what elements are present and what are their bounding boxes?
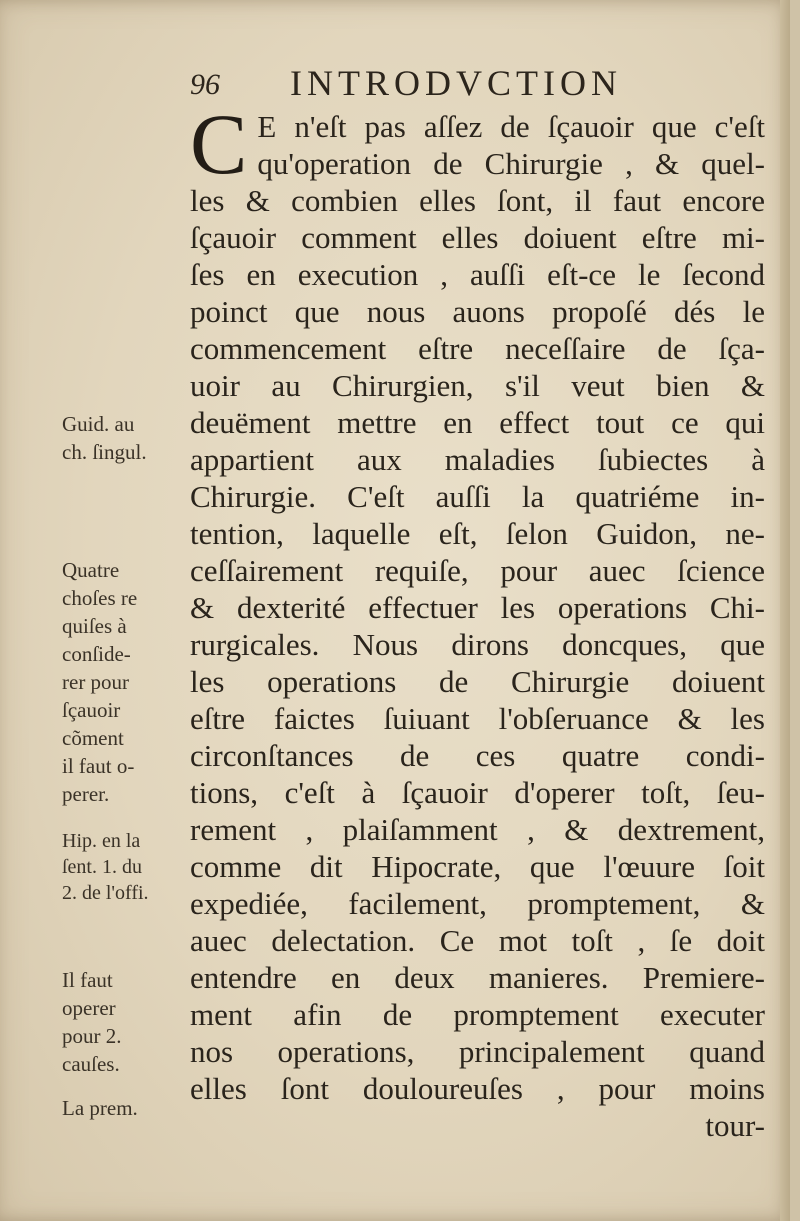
text-line: tention, laquelle eſt, ſelon Guidon, ne- (190, 516, 765, 551)
margin-note-line: quiſes à (62, 614, 127, 638)
margin-note-guidon (62, 410, 184, 466)
text-line: ceſſairement requiſe, pour auec ſcience (190, 553, 765, 588)
margin-note-deux-causes (62, 966, 184, 1078)
page-edge (780, 0, 790, 1221)
margin-note-line: Il faut (62, 968, 113, 992)
margin-note-line: ſent. 1. du (62, 856, 142, 878)
text-line: nos operations, principalement quand (190, 1034, 765, 1069)
text-line: tions, c'eſt à ſçauoir d'operer toſt, ſeu- (190, 775, 765, 810)
text-line: E n'eſt pas aſſez de ſçauoir que c'eſt (257, 109, 765, 144)
margin-note-line: Guid. au (62, 412, 135, 436)
margin-note-quatre-choses (62, 556, 184, 808)
margin-note-line: La prem. (62, 1096, 138, 1120)
text-line: comme dit Hipocrate, que l'œuure ſoit (190, 849, 765, 884)
text-line: circonſtances de ces quatre condi- (190, 738, 765, 773)
margin-note-line: 2. de l'offi. (62, 882, 149, 904)
text-line: elles ſont douloureuſes , pour moins (190, 1071, 765, 1106)
margin-note-line: choſes re (62, 586, 138, 610)
text-line: qu'operation de Chirurgie , & quel- (257, 146, 765, 181)
text-line: expediée, facilement, promptement, & (190, 886, 765, 921)
text-line: entendre en deux manieres. Premiere- (190, 960, 765, 995)
margin-note-line: cauſes. (62, 1052, 120, 1076)
catchword: tour- (705, 1108, 765, 1143)
margin-note-line: rer pour (62, 670, 130, 694)
text-line: appartient aux maladies ſubiectes à (190, 442, 765, 477)
text-line: les operations de Chirurgie doiuent (190, 664, 765, 699)
margin-note-line: operer (62, 996, 116, 1020)
text-line: deuëment mettre en effect tout ce qui (190, 405, 765, 440)
margin-note-line: il faut o- (62, 754, 135, 778)
body-text (190, 96, 765, 1144)
margin-note-hipocrate (62, 828, 184, 906)
page-number: 96 (190, 68, 220, 101)
margin-note-line: cõment (62, 726, 124, 750)
text-line: auec delectation. Ce mot toſt , ſe doit (190, 923, 765, 958)
margin-note-line: ſçauoir (62, 698, 121, 722)
margin-note-line: pour 2. (62, 1024, 122, 1048)
text-line: Chirurgie. C'eſt auſſi la quatriéme in- (190, 479, 765, 514)
margin-note-line: perer. (62, 782, 110, 806)
margin-note-line: Quatre (62, 558, 120, 582)
drop-cap: C (190, 96, 248, 192)
text-line: poinct que nous auons propoſé dés le (190, 294, 765, 329)
margin-note-line: ch. ſingul. (62, 440, 147, 464)
text-line: commencement eſtre neceſſaire de ſça- (190, 331, 765, 366)
text-line: ſes en execution , auſſi eſt-ce le ſecond (190, 257, 765, 292)
page-header (190, 60, 760, 110)
margin-note-line: Hip. en la (62, 830, 141, 852)
margin-note-line: conſide- (62, 642, 131, 666)
text-line: & dexterité effectuer les operations Chi- (190, 590, 765, 625)
text-line: rurgicales. Nous dirons doncques, que (190, 627, 765, 662)
text-line: ment afin de promptement executer (190, 997, 765, 1032)
text-line: eſtre faictes ſuiuant l'obſeruance & les (190, 701, 765, 736)
text-line: rement , plaiſamment , & dextrement, (190, 812, 765, 847)
margin-note-la-prem (62, 1094, 184, 1122)
running-title: INTRODVCTION (290, 63, 622, 103)
text-line: ſçauoir comment elles doiuent eſtre mi- (190, 220, 765, 255)
text-line: uoir au Chirurgien, s'il veut bien & (190, 368, 765, 403)
text-line: les & combien elles ſont, il faut encore (190, 183, 765, 218)
